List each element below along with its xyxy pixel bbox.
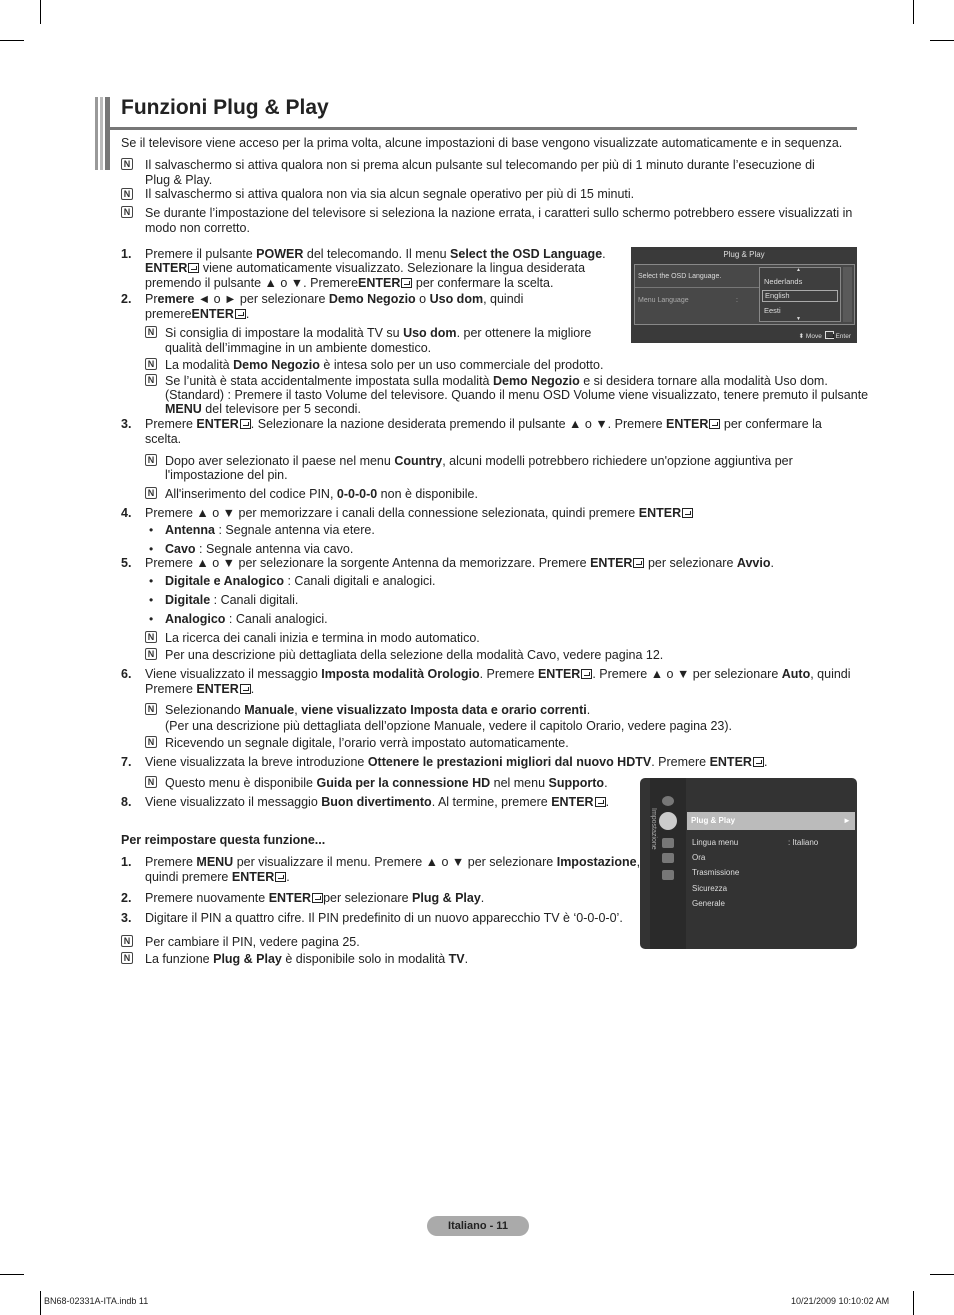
arrow-right-icon: ►: [843, 816, 851, 825]
note-text: Si consiglia di impostare la modalità TV su Uso dom. per ottenere la migliore: [165, 326, 592, 340]
step-text: Premere ◄ o ► per selezionare Demo Negozio o Uso dom, quindi: [145, 292, 524, 306]
enter-icon: [709, 419, 720, 429]
osd-icon-column: [650, 778, 686, 949]
support-icon[interactable]: [662, 870, 674, 880]
step-number: 2.: [121, 292, 132, 306]
note-text: l'impostazione del pin.: [165, 468, 288, 482]
scroll-up-icon[interactable]: ▲: [796, 267, 801, 273]
note-text: (Standard) : Premere il tasto Volume del televisore. Quando il menu OSD Volume viene visualizzato, tenere premuto il pulsante: [165, 388, 869, 402]
step-number: 2.: [121, 891, 132, 905]
note-text: La modalità Demo Negozio è intesa solo per un uso commerciale del prodotto.: [165, 358, 604, 372]
osd-row-select-language: Select the OSD Language.: [638, 273, 722, 280]
enter-icon: [235, 309, 246, 319]
menu-item-language-value: : Italiano: [788, 838, 819, 847]
step-text: Premere nuovamente ENTER per selezionare Plug & Play.: [145, 891, 485, 905]
footer-file: BN68-02331A-ITA.indb 11: [44, 1296, 149, 1306]
list-item[interactable]: Nederlands: [764, 277, 803, 286]
input-icon[interactable]: [662, 853, 674, 863]
step-text: Viene visualizzato il messaggio Imposta modalità Orologio. Premere ENTER . Premere ▲ o ▼ per selezionare Auto, quindi: [145, 667, 851, 681]
enter-icon: [595, 797, 606, 807]
step-text: Premere il pulsante POWER del telecomando. Il menu Select the OSD Language.: [145, 247, 606, 261]
enter-icon: [240, 684, 251, 694]
scroll-down-icon[interactable]: ▼: [796, 316, 801, 322]
move-icon: ⬍: [798, 333, 805, 340]
note-text: La funzione Plug & Play è disponibile solo in modalità TV.: [145, 952, 469, 966]
note-icon: N: [121, 935, 133, 947]
note-text: Per una descrizione più dettagliata della selezione della modalità Cavo, vedere pagina 12.: [165, 648, 664, 662]
bullet: •: [149, 542, 154, 556]
step-text: premendo il pulsante ▲ o ▼. PremereENTER per confermare la scelta.: [145, 276, 554, 290]
step-number: 8.: [121, 795, 132, 809]
footer-date: 10/21/2009 10:10:02 AM: [791, 1296, 890, 1306]
osd-footer: [799, 331, 851, 340]
osd-title: Plug & Play: [723, 250, 765, 259]
step-text: scelta.: [145, 432, 182, 446]
note-text: Se l’unità è stata accidentalmente impostata sulla modalità Demo Negozio e si desidera tornare alla modalità Uso dom.: [165, 374, 828, 388]
menu-item-language[interactable]: Lingua menu: [692, 838, 739, 847]
note-icon: N: [145, 776, 157, 788]
bullet: •: [149, 612, 154, 626]
menu-item-broadcast[interactable]: Trasmissione: [692, 868, 740, 877]
bullet-text: Analogico : Canali analogici.: [165, 612, 328, 626]
step-text: premereENTER .: [145, 307, 250, 321]
enter-icon: [312, 893, 323, 903]
enter-label: Enter: [835, 333, 851, 340]
bullet-text: Digitale e Analogico : Canali digitali e analogici.: [165, 574, 436, 588]
menu-item-time[interactable]: Ora: [692, 853, 706, 862]
note-text: Selezionando Manuale, viene visualizzato Imposta data e orario correnti.: [165, 703, 591, 717]
note-icon: N: [121, 952, 133, 964]
page-number: Italiano - 11: [427, 1216, 529, 1236]
step-text: ENTER viene automaticamente visualizzato. Selezionare la lingua desiderata: [145, 261, 586, 275]
bullet: •: [149, 574, 154, 588]
note-text: La ricerca dei canali inizia e termina in modo automatico.: [165, 631, 480, 645]
step-text: Premere ENTER .: [145, 682, 255, 696]
step-number: 5.: [121, 556, 132, 570]
enter-icon: [753, 757, 764, 767]
step-number: 7.: [121, 755, 132, 769]
note-icon: N: [145, 648, 157, 660]
osd-box: [634, 264, 855, 325]
list-item[interactable]: Eesti: [764, 306, 781, 315]
scrollbar[interactable]: [843, 267, 852, 322]
note-text: Il salvaschermo si attiva qualora non via sia alcun segnale operativo per più di 15 minuti.: [145, 187, 635, 201]
note-text: Plug & Play.: [145, 173, 213, 187]
bullet-text: Digitale : Canali digitali.: [165, 593, 299, 607]
note-text: Ricevendo un segnale digitale, l’orario verrà impostato automaticamente.: [165, 736, 569, 750]
step-number: 6.: [121, 667, 132, 681]
note-text: qualità dell’immagine in un ambiente domestico.: [165, 341, 432, 355]
note-icon: N: [145, 736, 157, 748]
osd-row-menu-language: Menu Language: [638, 297, 689, 304]
enter-icon: [825, 331, 834, 339]
note-icon: N: [145, 487, 157, 499]
note-text: Per cambiare il PIN, vedere pagina 25.: [145, 935, 360, 949]
osd-side-label: Impostazione: [650, 808, 657, 850]
note-text: (Per una descrizione più dettagliata dell’opzione Manuale, vedere il capitolo Orario, vedere pagina 23).: [165, 719, 733, 733]
title-rule: [110, 127, 857, 130]
step-text: Premere ENTER . Selezionare la nazione desiderata premendo il pulsante ▲ o ▼. Premere ENTER per confermare la: [145, 417, 822, 431]
intro: Se il televisore viene acceso per la prima volta, alcune impostazioni di base vengono visualizzate automaticamente e in sequenza.: [121, 136, 843, 150]
osd-setup-menu: [640, 778, 857, 949]
step-text: Premere ▲ o ▼ per memorizzare i canali della connessione selezionata, quindi premere ENTER: [145, 506, 693, 521]
page-title: Funzioni Plug & Play: [121, 96, 329, 119]
step-text: quindi premere ENTER .: [145, 870, 290, 884]
menu-item-general[interactable]: Generale: [692, 899, 725, 908]
step-number: 1.: [121, 855, 132, 869]
gear-icon[interactable]: [659, 812, 677, 830]
bullet: •: [149, 523, 154, 537]
note-text: Il salvaschermo si attiva qualora non si prema alcun pulsante sul telecomando per più di 1 minuto durante l’esecuzione di: [145, 158, 815, 172]
enter-icon: [682, 508, 693, 518]
step-number: 3.: [121, 911, 132, 925]
bullet-text: Antenna : Segnale antenna via etere.: [165, 523, 375, 537]
enter-icon: [240, 419, 251, 429]
enter-icon: [581, 669, 592, 679]
enter-icon: [275, 872, 286, 882]
step-text: Digitare il PIN a quattro cifre. Il PIN predefinito di un nuovo apparecchio TV è ‘0-0-0-0’.: [145, 911, 623, 925]
note-text: Questo menu è disponibile Guida per la connessione HD nel menu Supporto.: [165, 776, 608, 790]
picture-icon[interactable]: [662, 796, 674, 806]
note-icon: N: [145, 374, 157, 386]
sound-icon[interactable]: [662, 838, 674, 848]
bullet: •: [149, 593, 154, 607]
note-icon: N: [145, 358, 157, 370]
step-number: 4.: [121, 506, 132, 520]
menu-item-plug-and-play[interactable]: Plug & Play ►: [687, 812, 855, 830]
note-icon: N: [121, 188, 133, 200]
note-icon: N: [145, 326, 157, 338]
note-icon: N: [145, 631, 157, 643]
step-number: 1.: [121, 247, 132, 261]
menu-item-security[interactable]: Sicurezza: [692, 884, 728, 893]
step-text: Viene visualizzato il messaggio Buon divertimento. Al termine, premere ENTER .: [145, 795, 610, 809]
step-text: Viene visualizzata la breve introduzione Ottenere le prestazioni migliori dal nuovo HDTV. Premere ENTER .: [145, 755, 768, 769]
note-icon: N: [121, 158, 133, 170]
note-icon: N: [145, 703, 157, 715]
enter-icon: [188, 263, 199, 273]
enter-icon: [401, 278, 412, 288]
note-text: All'inserimento del codice PIN, 0-0-0-0 non è disponibile.: [165, 487, 478, 501]
step-text: Premere ▲ o ▼ per selezionare la sorgente Antenna da memorizzare. Premere ENTER per selezionare Avvio.: [145, 556, 774, 570]
note-icon: N: [121, 206, 133, 218]
enter-icon: [633, 558, 644, 568]
step-text: Premere MENU per visualizzare il menu. Premere ▲ o ▼ per selezionare Impostazione,: [145, 855, 641, 869]
move-label: Move: [805, 333, 822, 340]
note-text: Se durante l’impostazione del televisore si seleziona la nazione errata, i caratteri sullo schermo potrebbero essere visualizzati in: [145, 206, 853, 220]
list-item-selected[interactable]: English: [762, 290, 838, 302]
osd-separator: [635, 287, 760, 288]
osd-plug-and-play: [631, 247, 857, 343]
osd-language-list[interactable]: [759, 267, 841, 322]
reset-heading: Per reimpostare questa funzione...: [121, 833, 326, 847]
note-text: Dopo aver selezionato il paese nel menu Country, alcuni modelli potrebbero richiedere un'opzione aggiuntiva per: [165, 454, 793, 468]
osd-colon: :: [736, 297, 738, 304]
note-text: MENU del televisore per 5 secondi.: [165, 402, 361, 416]
step-number: 3.: [121, 417, 132, 431]
note-icon: N: [145, 454, 157, 466]
note-text: modo non corretto.: [145, 221, 250, 235]
bullet-text: Cavo : Segnale antenna via cavo.: [165, 542, 354, 556]
